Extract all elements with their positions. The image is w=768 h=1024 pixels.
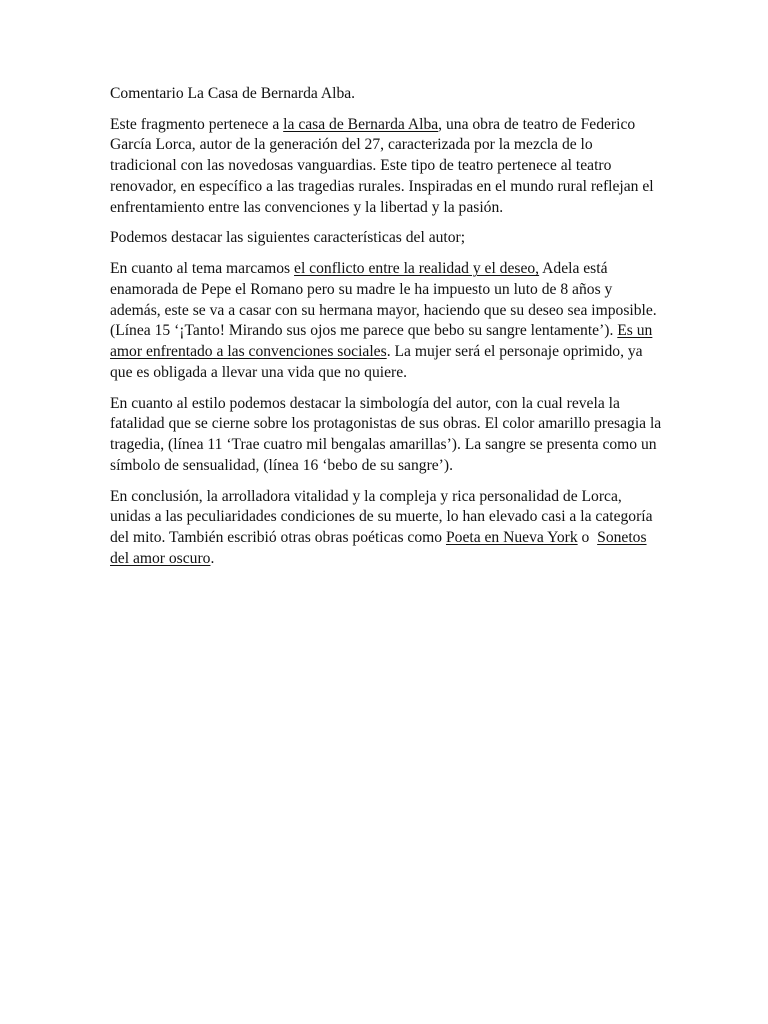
paragraph-theme-text-a: En cuanto al tema marcamos	[110, 259, 295, 277]
document-title: Comentario La Casa de Bernarda Alba.	[110, 85, 356, 102]
paragraph-style: En cuanto al estilo podemos destacar la simbología del autor, con la cual revela la fatalidad que se cierne sobre los protagonistas de sus obras. El color amarillo presagia la tragedia, (línea 11 ‘Trae cuatro mil bengalas amarillas’). La sangre se presenta como un símbolo de sensualidad, (línea 16 ‘bebo de su sangre’).	[110, 394, 662, 474]
paragraph-theme-text-c: . La mujer será el personaje oprimido, ya que es obligada a llevar una vida que no quiere.	[110, 343, 643, 381]
paragraph-intro-text-a: Este fragmento pertenece a	[110, 115, 284, 133]
paragraph-conclusion-text-c: .	[210, 549, 215, 567]
underlined-social-conventions: Es un amor enfrentado a las convenciones sociales	[110, 322, 653, 361]
work-title-sonetos-del-amor-oscuro: Sonetos del amor oscuro	[110, 529, 647, 567]
work-title-bernarda-alba: la casa de Bernarda Alba	[283, 115, 439, 133]
paragraph-intro-text-b: , una obra de teatro de Federico García Lorca, autor de la generación del 27, caracterizada por la mezcla de lo tradicional con las novedosas vanguardias. Este tipo de teatro pertenece al teatro renovador, en específico a las tragedias rurales. Inspiradas en el mundo rural reflejan el enfrentamiento entre las convenciones y la libertad y la pasión.	[110, 115, 654, 216]
paragraph-conclusion-text-b: o	[577, 529, 598, 547]
paragraph-conclusion-text-a: En conclusión, la arrolladora vitalidad y la compleja y rica personalidad de Lorca, unidas a las peculiaridades condiciones de su muerte, lo han elevado casi a la categoría del mito. También escribió otras obras poéticas como	[110, 487, 653, 547]
underlined-conflict: el conflicto entre la realidad y el deseo,	[294, 259, 540, 277]
paragraph-intro	[110, 115, 662, 219]
work-title-poeta-en-nueva-york: Poeta en Nueva York	[445, 529, 578, 547]
paragraph-conclusion	[110, 487, 662, 570]
document-page	[110, 84, 662, 580]
paragraph-theme	[110, 259, 662, 384]
paragraph-characteristics: Podemos destacar las siguientes características del autor;	[110, 229, 466, 247]
paragraph-theme-text-b: Adela está enamorada de Pepe el Romano pero su madre le ha impuesto un luto de 8 años y además, este se va a casar con su hermana mayor, haciendo que su deseo sea imposible.(Línea 15 ‘¡Tanto! Mirando sus ojos me parece que bebo su sangre lentamente’).	[110, 259, 657, 340]
